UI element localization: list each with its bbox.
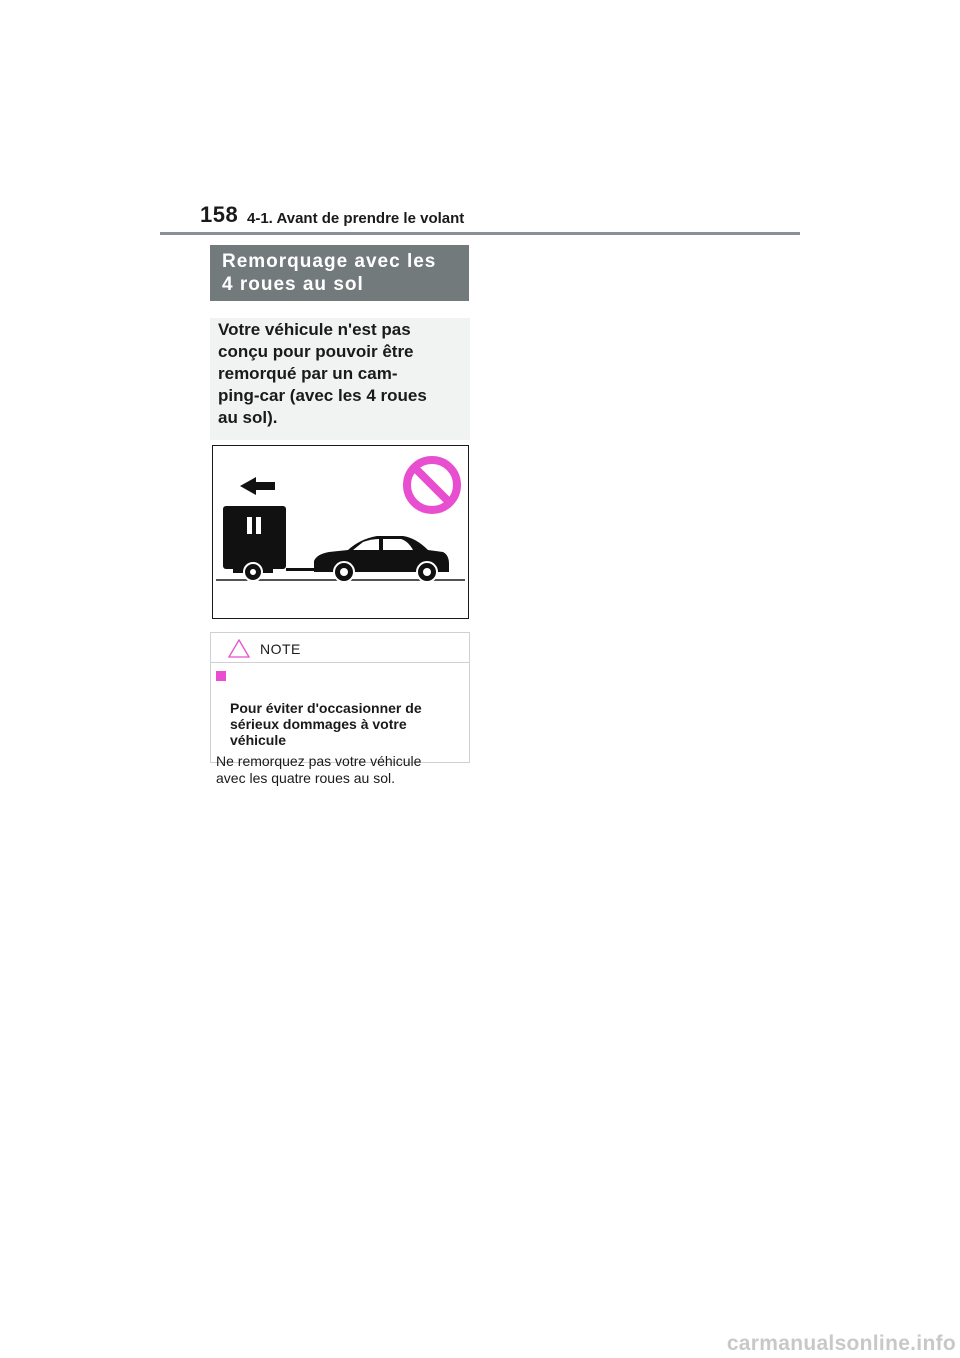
note-heading: [216, 668, 461, 748]
car-icon: [314, 536, 449, 582]
watermark: carmanualsonline.info: [726, 1332, 956, 1355]
page-number: 158: [200, 202, 239, 227]
warning-triangle-icon: [228, 639, 250, 658]
trailer-icon: [223, 506, 316, 581]
body-text: Votre véhicule n'est pas conçu pour pouvoir être remorqué par un cam- ping-car (avec les 4 roues au sol).: [210, 318, 470, 440]
square-bullet-icon: [216, 671, 226, 681]
note-header: [211, 633, 469, 663]
header-rule: [160, 232, 800, 235]
note-label: NOTE: [260, 641, 301, 657]
prohibition-icon: [407, 460, 457, 510]
note-box: [210, 632, 470, 786]
note-heading-text: Pour éviter d'occasionner de sérieux dommages à votre véhicule: [230, 700, 422, 748]
section-header: 4-1. Avant de prendre le volant: [247, 210, 465, 227]
section-title: Remorquage avec les 4 roues au sol: [210, 245, 469, 301]
arrow-left-icon: [240, 477, 275, 495]
note-text: Ne remorquez pas votre véhicule avec les quatre roues au sol.: [216, 753, 422, 786]
towing-illustration: [212, 445, 469, 619]
